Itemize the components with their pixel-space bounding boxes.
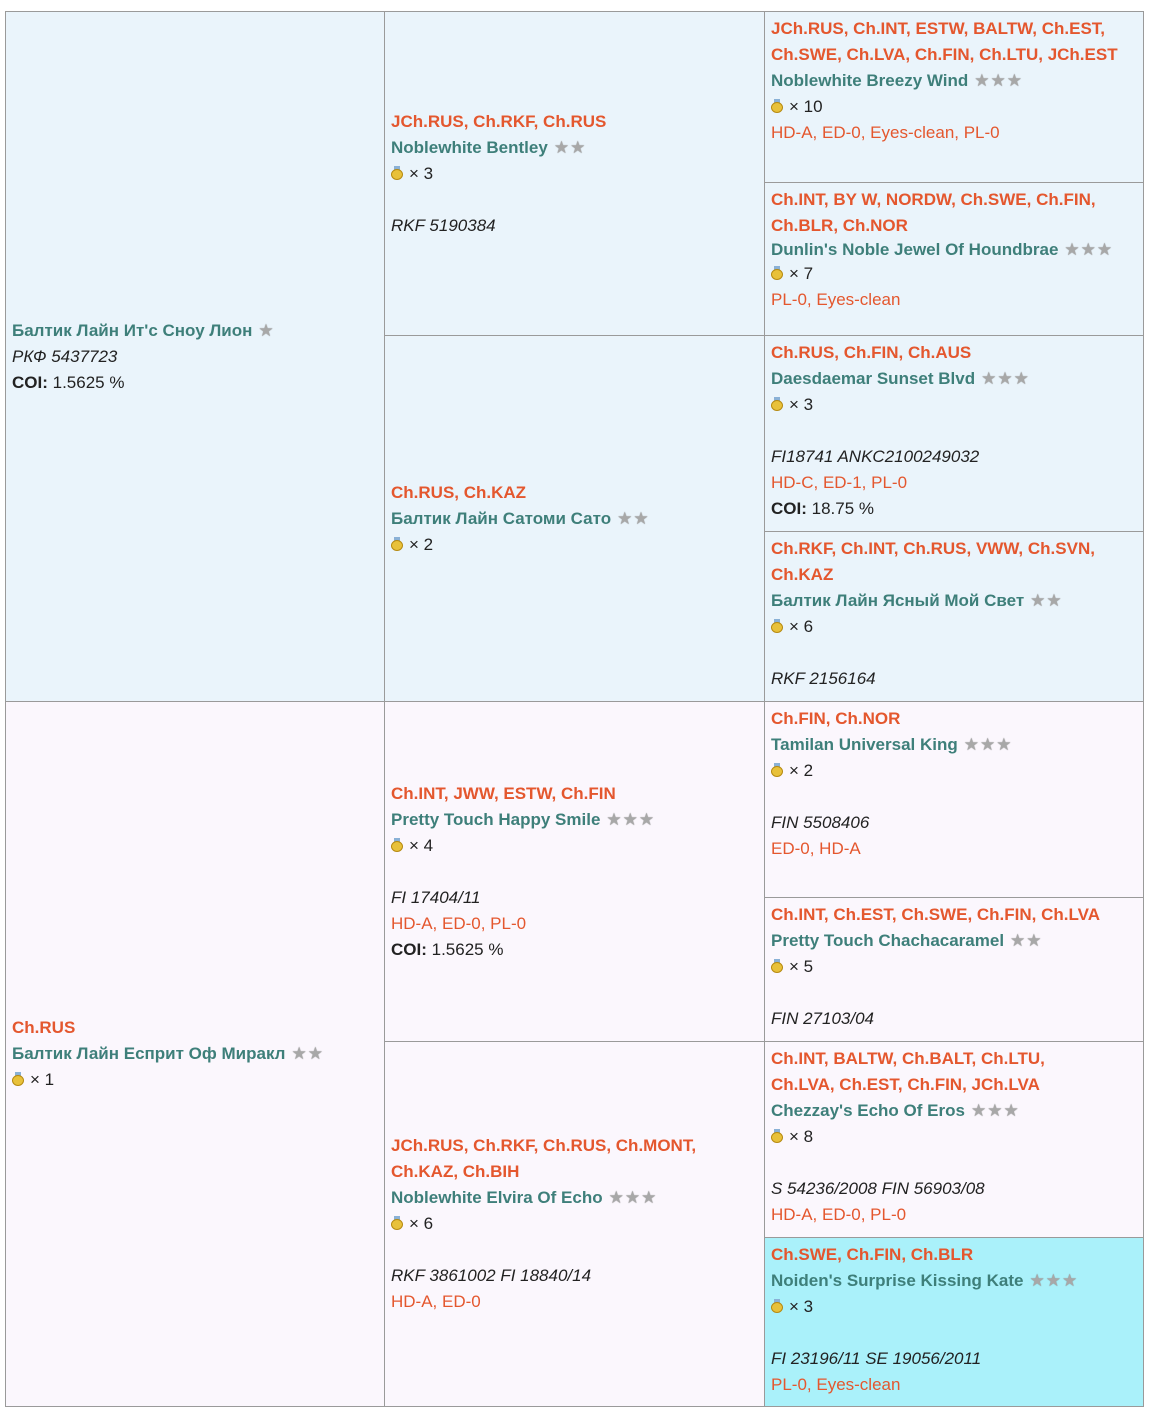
star-icon: ★	[1029, 1271, 1046, 1290]
dog-name-link[interactable]: Балтик Лайн Сатоми Сато ★★	[391, 506, 758, 532]
dog-name-link[interactable]: Pretty Touch Happy Smile ★★★	[391, 807, 758, 833]
star-icon: ★	[570, 137, 587, 157]
registration-number: FI 17404/11	[391, 887, 481, 907]
pedigree-cell-sire	[5, 11, 385, 702]
star-icon: ★	[617, 508, 634, 528]
registration-number: RKF 3861002 FI 18840/14	[391, 1266, 592, 1285]
star-icon: ★	[258, 320, 275, 340]
star-icon: ★	[1030, 591, 1047, 610]
rating-stars	[606, 807, 655, 833]
medal-icon	[771, 99, 783, 113]
dog-name-link[interactable]: Noiden's Surprise Kissing Kate ★★★	[771, 1268, 1137, 1294]
rating-stars	[291, 1041, 324, 1067]
medal-icon	[12, 1072, 24, 1086]
medals: × 5	[771, 954, 1137, 980]
titles: Ch.RUS, Ch.KAZ	[391, 482, 527, 502]
pedigree-cell-dam	[5, 701, 385, 1407]
medals: × 6	[391, 1211, 758, 1237]
medals: × 6	[771, 614, 1137, 640]
titles: Ch.INT, BALTW, Ch.BALT, Ch.LTU, Ch.LVA, Ch.EST, Ch.FIN, JCh.LVA	[771, 1049, 1045, 1094]
registration-number: FIN 5508406	[771, 813, 870, 832]
health-tests: HD-A, ED-0, PL-0	[771, 1205, 907, 1224]
coi-value: COI: 18.75 %	[771, 499, 874, 518]
medals: × 3	[771, 1294, 1137, 1320]
star-icon: ★	[1010, 931, 1027, 950]
star-icon: ★	[979, 735, 997, 754]
dog-name-link[interactable]: Балтик Лайн Есприт Оф Миракл ★★	[12, 1041, 378, 1067]
pedigree-cell-ds	[384, 701, 765, 1042]
star-icon: ★	[641, 1188, 658, 1207]
registration-number: FIN 27103/04	[771, 1009, 875, 1028]
star-icon: ★	[553, 137, 571, 157]
dog-name-link[interactable]: Pretty Touch Chachacaramel ★★	[771, 928, 1137, 954]
rating-stars	[1030, 588, 1063, 614]
medal-icon	[771, 1299, 783, 1313]
star-icon: ★	[633, 508, 650, 528]
rating-stars	[554, 135, 587, 161]
medals: × 4	[391, 833, 758, 859]
pedigree-cell-dds	[764, 1041, 1144, 1238]
star-icon: ★	[638, 809, 656, 829]
medals: × 3	[771, 392, 1137, 418]
star-icon: ★	[990, 71, 1007, 90]
pedigree-cell-dss	[764, 701, 1144, 898]
titles: Ch.SWE, Ch.FIN, Ch.BLR	[771, 1245, 974, 1264]
star-icon: ★	[622, 809, 639, 829]
rating-stars	[981, 366, 1030, 392]
star-icon: ★	[291, 1044, 308, 1063]
medal-icon	[391, 537, 403, 551]
health-tests: HD-A, ED-0, PL-0	[391, 913, 527, 933]
star-icon: ★	[1003, 1101, 1020, 1120]
titles: Ch.INT, JWW, ESTW, Ch.FIN	[391, 783, 616, 803]
star-icon: ★	[608, 1188, 625, 1207]
dog-name-link[interactable]: Балтик Лайн Ясный Мой Свет ★★	[771, 588, 1137, 614]
star-icon: ★	[981, 369, 998, 388]
registration-number: S 54236/2008 FIN 56903/08	[771, 1179, 985, 1198]
star-icon: ★	[1013, 369, 1030, 388]
medal-icon	[391, 838, 403, 852]
medals: × 1	[12, 1067, 378, 1093]
rating-stars	[1010, 928, 1043, 954]
star-icon: ★	[997, 369, 1014, 388]
dog-name-link[interactable]: Daesdaemar Sunset Blvd ★★★	[771, 366, 1137, 392]
titles: Ch.RUS, Ch.FIN, Ch.AUS	[771, 343, 972, 362]
rating-stars	[1030, 1268, 1079, 1294]
dog-name-link[interactable]: Dunlin's Noble Jewel Of Houndbrae ★★★	[771, 240, 1114, 259]
dog-name-link[interactable]: Noblewhite Breezy Wind ★★★	[771, 68, 1137, 94]
titles: Ch.RKF, Ch.INT, Ch.RUS, VWW, Ch.SVN, Ch.KAZ	[771, 539, 1095, 584]
star-icon: ★	[1006, 71, 1024, 90]
rating-stars	[617, 506, 650, 532]
medals: × 3	[391, 161, 758, 187]
medals: × 10	[771, 94, 1137, 120]
coi-value: COI: 1.5625 %	[391, 939, 504, 959]
star-icon: ★	[963, 735, 980, 754]
health-tests: ED-0, HD-A	[771, 839, 861, 858]
registration-number: FI 23196/11 SE 19056/2011	[771, 1349, 982, 1368]
dog-name-link[interactable]: Chezzay's Echo Of Eros ★★★	[771, 1098, 1137, 1124]
pedigree-cell-sss	[764, 11, 1144, 183]
dog-name-link[interactable]: Noblewhite Bentley ★★	[391, 135, 758, 161]
star-icon: ★	[996, 735, 1013, 754]
health-tests: PL-0, Eyes-clean	[771, 1375, 901, 1394]
medal-icon	[771, 1129, 783, 1143]
pedigree-cell-dd	[384, 1041, 765, 1407]
pedigree-cell-dsd	[764, 897, 1144, 1042]
registration-number: RKF 2156164	[771, 669, 876, 688]
rating-stars	[974, 68, 1023, 94]
star-icon: ★	[970, 1101, 988, 1120]
star-icon: ★	[1026, 931, 1043, 950]
star-icon: ★	[1064, 240, 1081, 259]
medals: × 7	[771, 261, 1137, 287]
rating-stars	[1064, 239, 1113, 261]
pedigree-cell-sdd	[764, 531, 1144, 702]
titles: JCh.RUS, Ch.RKF, Ch.RUS	[391, 111, 607, 131]
pedigree-cell-ssd	[764, 182, 1144, 336]
titles: Ch.INT, BY W, NORDW, Ch.SWE, Ch.FIN, Ch.BLR, Ch.NOR	[771, 190, 1096, 235]
star-icon: ★	[1080, 240, 1097, 259]
dog-name-link[interactable]: Tamilan Universal King ★★★	[771, 732, 1137, 758]
dog-name-link[interactable]: Noblewhite Elvira Of Echo ★★★	[391, 1185, 758, 1211]
registration-number: FI18741 ANKC2100249032	[771, 447, 980, 466]
medal-icon	[391, 166, 403, 180]
medals: × 8	[771, 1124, 1137, 1150]
star-icon: ★	[606, 809, 623, 829]
rating-stars	[258, 318, 274, 344]
coi-value: COI: 1.5625 %	[12, 372, 125, 392]
medal-icon	[771, 959, 783, 973]
medal-icon	[391, 1216, 403, 1230]
pedigree-cell-sds	[764, 335, 1144, 532]
registration-number: РКФ 5437723	[12, 346, 118, 366]
pedigree-cell-sd	[384, 335, 765, 702]
medals: × 2	[391, 532, 758, 558]
medal-icon	[771, 397, 783, 411]
star-icon: ★	[624, 1188, 642, 1207]
star-icon: ★	[1046, 591, 1063, 610]
star-icon: ★	[1062, 1271, 1079, 1290]
rating-stars	[971, 1098, 1020, 1124]
star-icon: ★	[987, 1101, 1004, 1120]
medal-icon	[771, 266, 783, 280]
medals: × 2	[771, 758, 1137, 784]
star-icon: ★	[307, 1044, 324, 1063]
medal-icon	[771, 619, 783, 633]
health-tests: HD-A, ED-0	[391, 1292, 481, 1311]
titles: Ch.FIN, Ch.NOR	[771, 709, 901, 728]
dog-name-link[interactable]: Балтик Лайн Ит'с Сноу Лион ★	[12, 318, 378, 344]
titles: Ch.INT, Ch.EST, Ch.SWE, Ch.FIN, Ch.LVA	[771, 905, 1100, 924]
star-icon: ★	[1096, 240, 1114, 259]
star-icon: ★	[974, 71, 991, 90]
rating-stars	[964, 732, 1013, 758]
pedigree-cell-ddd-highlighted	[764, 1237, 1144, 1407]
health-tests: HD-A, ED-0, Eyes-clean, PL-0	[771, 123, 1000, 142]
titles: JCh.RUS, Ch.INT, ESTW, BALTW, Ch.EST, Ch.SWE, Ch.LVA, Ch.FIN, Ch.LTU, JCh.EST	[771, 19, 1118, 64]
titles: Ch.RUS	[12, 1018, 76, 1037]
pedigree-cell-ss	[384, 11, 765, 336]
rating-stars	[609, 1185, 658, 1211]
star-icon: ★	[1045, 1271, 1062, 1290]
health-tests: HD-C, ED-1, PL-0	[771, 473, 908, 492]
registration-number: RKF 5190384	[391, 215, 496, 235]
medal-icon	[771, 763, 783, 777]
titles: JCh.RUS, Ch.RKF, Ch.RUS, Ch.MONT, Ch.KAZ, Ch.BIH	[391, 1136, 697, 1181]
health-tests: PL-0, Eyes-clean	[771, 290, 901, 309]
